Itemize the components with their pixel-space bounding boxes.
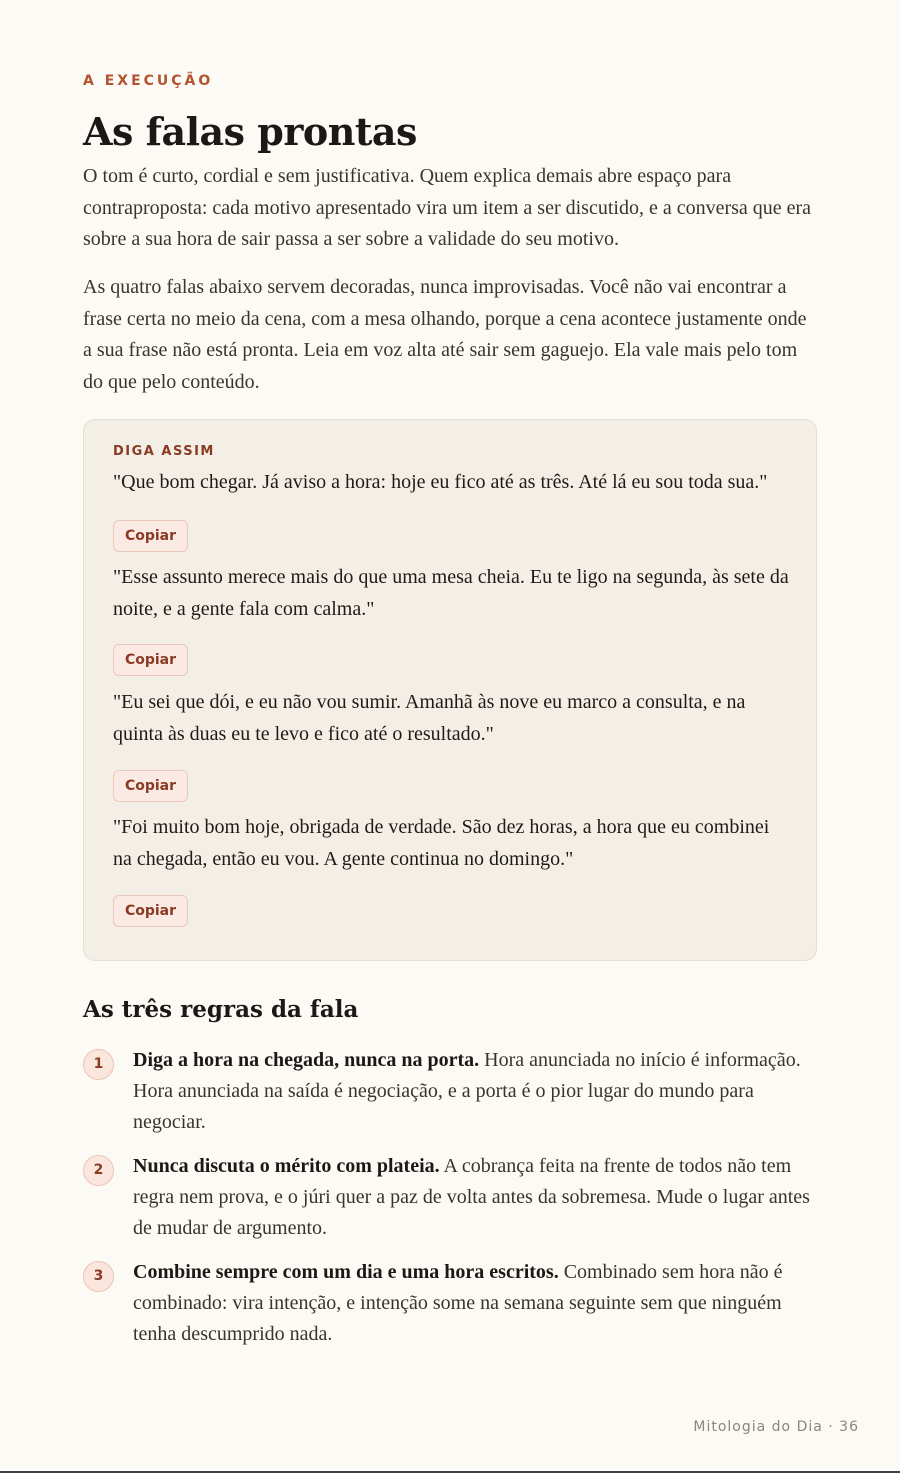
rule-bold-lead: Diga a hora na chegada, nunca na porta. — [133, 1049, 480, 1071]
rule-body: Hora anunciada no início é informação. Hora anunciada na saída é negociação, e a porta é o pior lugar do mundo para negociar. — [133, 1049, 801, 1133]
quote-box-label: DIGA ASSIM — [113, 444, 215, 459]
quote-4: "Foi muito bom hoje, obrigada de verdade. São dez horas, a hora que eu combinei na chegada, então eu vou. A gente continua no domingo." — [113, 816, 770, 870]
copy-button-3[interactable]: Copiar — [113, 770, 188, 802]
quote-1: "Que bom chegar. Já aviso a hora: hoje eu fico até as três. Até lá eu sou toda sua." — [113, 471, 768, 493]
rule-text — [133, 1257, 817, 1350]
quote-3: "Eu sei que dói, e eu não vou sumir. Amanhã às nove eu marco a consulta, e na quinta às duas eu te levo e fico até o resultado." — [113, 691, 746, 745]
copy-button-2[interactable]: Copiar — [113, 644, 188, 676]
rule-number-badge: 3 — [83, 1261, 114, 1292]
rule-number-badge: 1 — [83, 1049, 114, 1080]
rule-bold-lead: Nunca discuta o mérito com plateia. — [133, 1155, 440, 1177]
page-footer: Mitologia do Dia · 36 — [693, 1419, 859, 1435]
rule-bold-lead: Combine sempre com um dia e uma hora escritos. — [133, 1261, 559, 1283]
rule-number-badge: 2 — [83, 1155, 114, 1186]
section-eyebrow: A EXECUÇÃO — [83, 73, 214, 89]
quote-box — [83, 419, 817, 961]
intro-paragraph-1: O tom é curto, cordial e sem justificativa. Quem explica demais abre espaço para contraproposta: cada motivo apresentado vira um item a ser discutido, e a conversa que era sobre a sua hora de sair passa a ser sobre a validade do seu motivo. — [83, 165, 812, 250]
rule-text — [133, 1151, 817, 1244]
quote-2: "Esse assunto merece mais do que uma mesa cheia. Eu te ligo na segunda, às sete da noite, e a gente fala com calma." — [113, 566, 789, 620]
rules-title: As três regras da fala — [83, 996, 359, 1023]
intro-paragraph-2: As quatro falas abaixo servem decoradas, nunca improvisadas. Você não vai encontrar a frase certa no meio da cena, com a mesa olhando, porque a cena acontece justamente onde a sua frase não está pronta. Leia em voz alta até sair sem gaguejo. Ela vale mais pelo tom do que pelo conteúdo. — [83, 276, 807, 393]
copy-button-4[interactable]: Copiar — [113, 895, 188, 927]
rule-body: A cobrança feita na frente de todos não tem regra nem prova, e o júri quer a paz de volta antes da sobremesa. Mude o lugar antes de mudar de argumento. — [133, 1155, 810, 1239]
rule-text — [133, 1045, 817, 1138]
page-title: As falas prontas — [83, 109, 417, 154]
copy-button-1[interactable]: Copiar — [113, 520, 188, 552]
rule-body: Combinado sem hora não é combinado: vira intenção, e intenção some na semana seguinte sem que ninguém tenha descumprido nada. — [133, 1261, 783, 1345]
